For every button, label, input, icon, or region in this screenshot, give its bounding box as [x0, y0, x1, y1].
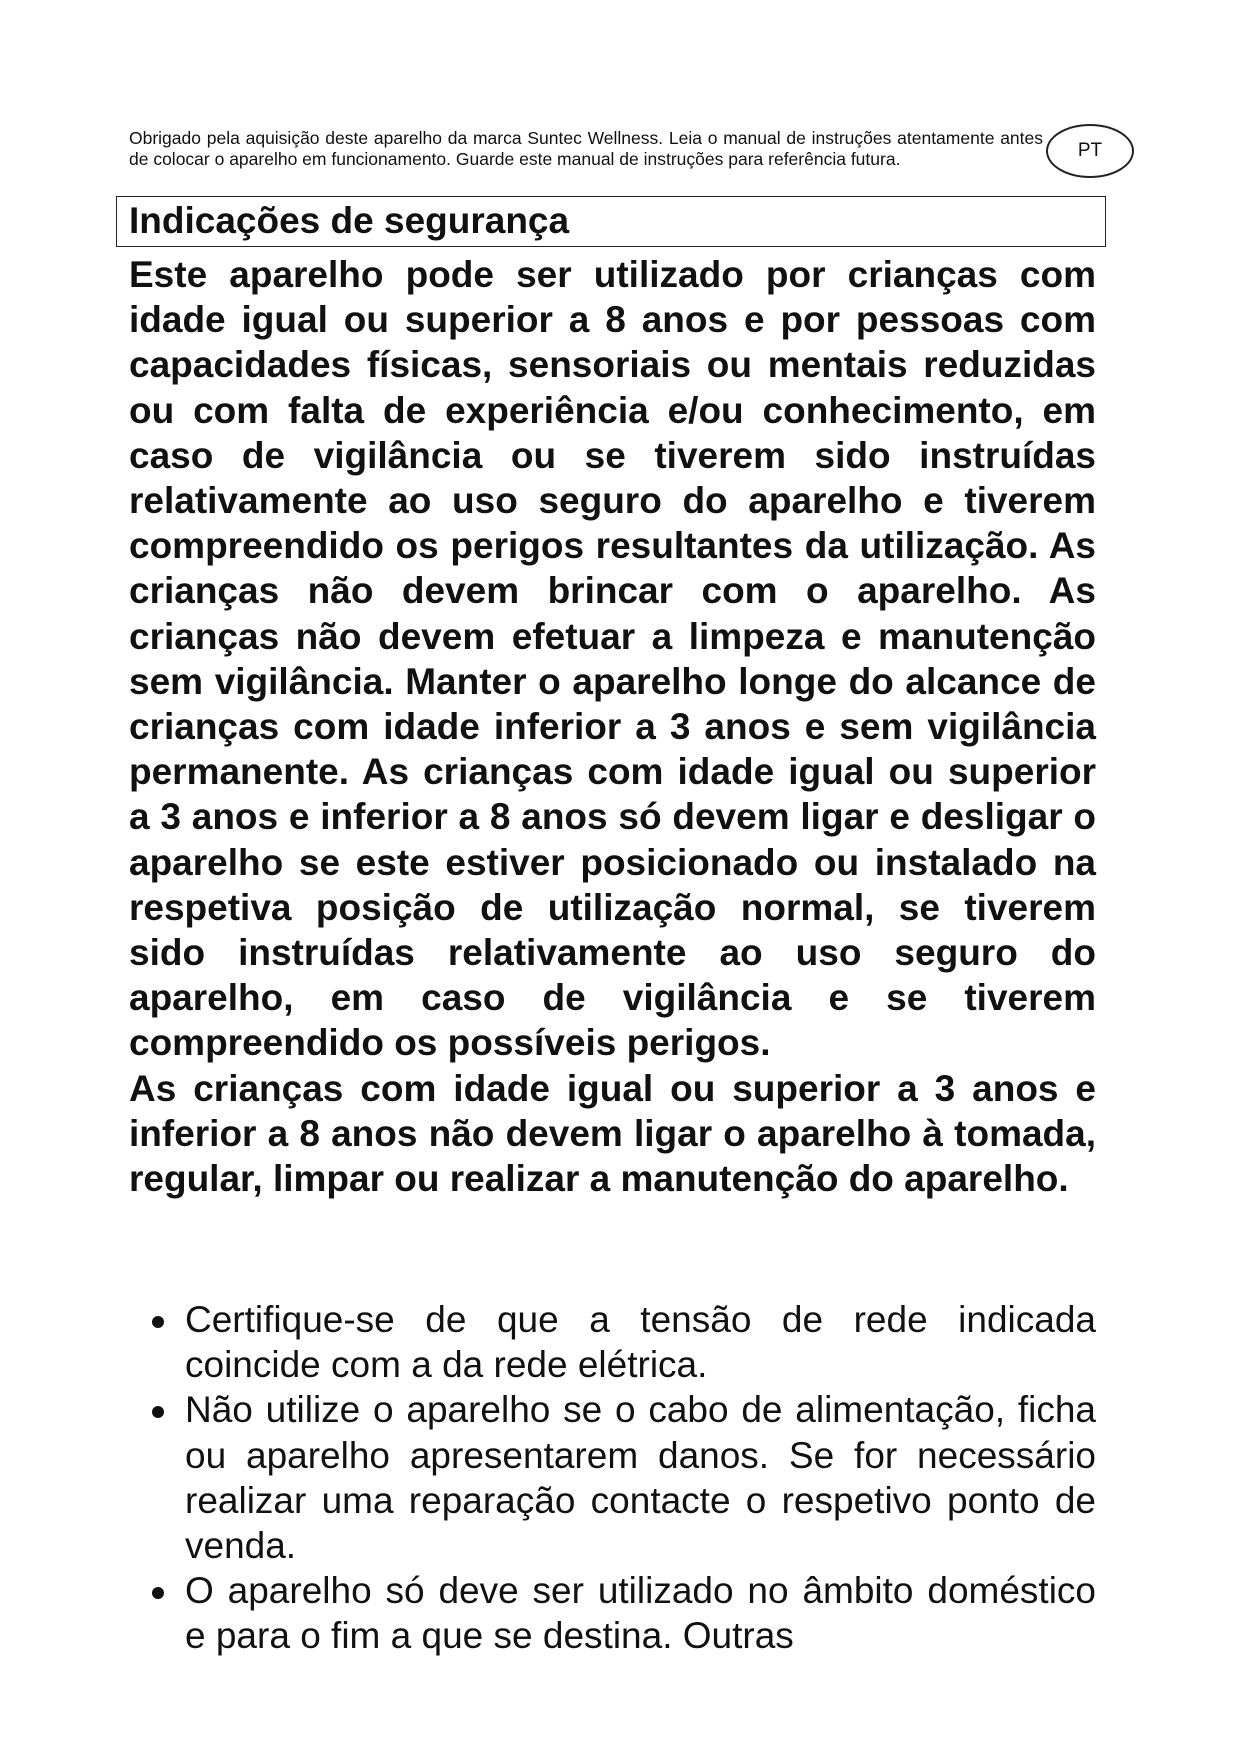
- intro-text: Obrigado pela aquisição deste aparelho da marca Suntec Wellness. Leia o manual de instruções atentamente antes de colocar o aparelho em funcionamento. Guarde este manual de instruções para referência futura.: [129, 128, 1043, 169]
- bullet-dot-icon: [152, 1587, 164, 1599]
- warning-paragraph: Este aparelho pode ser utilizado por crianças com idade igual ou superior a 8 anos e por pessoas com capacidades físicas, sensoriais ou mentais reduzidas ou com falta de experiência e/ou conhecimento, em caso de vigilância ou se tiverem sido instruídas relativamente ao uso seguro do aparelho e tiverem compreendido os perigos resultantes da utilização. As crianças não devem brincar com o aparelho. As crianças não devem efetuar a limpeza e manutenção sem vigilância. Manter o aparelho longe do alcance de crianças com idade inferior a 3 anos e sem vigilância permanente. As crianças com idade igual ou superior a 3 anos e inferior a 8 anos só devem ligar e desligar o aparelho se este estiver posicionado ou instalado na respetiva posição de utilização normal, se tiverem sido instruídas relativamente ao uso seguro do aparelho, em caso de vigilância e se tiverem compreendido os possíveis perigos.: [129, 254, 1096, 1064]
- bullet-text: Certifique-se de que a tensão de rede indicada coincide com a da rede elétrica.: [185, 1299, 1096, 1386]
- bullet-item: [150, 1387, 1096, 1568]
- safety-bullet-list: [150, 1297, 1096, 1659]
- bullet-dot-icon: [152, 1316, 164, 1328]
- language-badge-label: PT: [1077, 140, 1103, 161]
- bullet-item: [150, 1297, 1096, 1387]
- bullet-item: [150, 1568, 1096, 1658]
- warning-paragraph: As crianças com idade igual ou superior a 3 anos e inferior a 8 anos não devem ligar o aparelho à tomada, regular, limpar ou realizar a manutenção do aparelho.: [129, 1067, 1096, 1200]
- bullet-dot-icon: [152, 1406, 164, 1418]
- bullet-text: Não utilize o aparelho se o cabo de alimentação, ficha ou aparelho apresentarem danos. Se for necessário realizar uma reparação contacte o respetivo ponto de venda.: [185, 1389, 1096, 1567]
- bullet-text: O aparelho só deve ser utilizado no âmbito doméstico e para o fim a que se destina. Outras: [185, 1570, 1096, 1657]
- language-badge: [1046, 124, 1134, 178]
- safety-warning: [129, 252, 1096, 1201]
- section-header: [116, 196, 1106, 247]
- section-title: Indicações de segurança: [129, 200, 570, 241]
